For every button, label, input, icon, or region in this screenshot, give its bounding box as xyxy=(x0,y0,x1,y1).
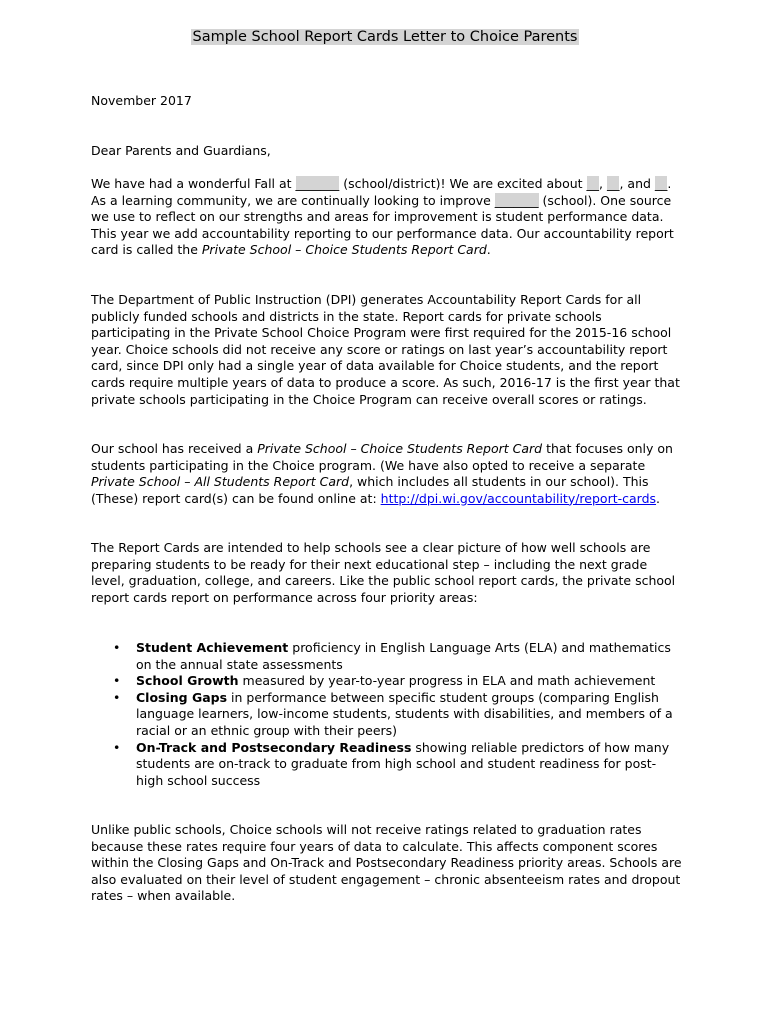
priority-area-description: in performance between specific student groups (comparing English language learners, low-income students, students with disabilities, and members of a racial or an ethnic group with their peers) xyxy=(136,689,673,738)
blank-excited-item-2: __ xyxy=(606,176,620,191)
salutation: Dear Parents and Guardians, xyxy=(91,143,271,158)
school-text-4: . xyxy=(656,490,661,506)
intro-text-4: , and xyxy=(619,176,655,191)
priority-area-name: On-Track and Postsecondary Readiness xyxy=(136,739,412,755)
list-item xyxy=(91,740,683,790)
blank-school-improve: _______ xyxy=(494,192,539,208)
blank-excited-item-1: __ xyxy=(586,176,600,191)
school-text-2: that focuses only on students participating in the Choice program. (We have also opted to receive a separate xyxy=(91,441,673,473)
paragraph-report-cards: The Report Cards are intended to help schools see a clear picture of how well schools are preparing students to be ready for their next educational step – including the next grade level, graduation, college, and careers. Like the public school report cards, the private school report cards report on performance across four priority areas: xyxy=(91,540,676,605)
blank-excited-item-3: __ xyxy=(654,176,668,191)
title-row xyxy=(0,28,770,47)
priority-area-name: Closing Gaps xyxy=(136,689,228,705)
report-card-name: Private School – Choice Students Report Card xyxy=(201,242,487,258)
list-item xyxy=(91,673,683,690)
school-text-3: , which includes all students in our school). This (These) report card(s) can be found online at: xyxy=(91,474,649,506)
report-cards-link[interactable]: http://dpi.wi.gov/accountability/report-cards xyxy=(380,490,657,506)
intro-text-6: (school). One source we use to reflect on our strengths and areas for improvement is student performance data. This year we add accountability reporting to our performance data. Our accountability report card is called the xyxy=(91,192,674,258)
paragraph-dpi: The Department of Public Instruction (DPI) generates Accountability Report Cards for all publicly funded schools and districts in the state. Report cards for private schools participating in the Private School Choice Program were first required for the 2015-16 school year. Choice schools did not receive any score or ratings on last year’s accountability report card, since DPI only had a single year of data available for Choice students, and the report cards require multiple years of data to produce a score. As such, 2016-17 is the first year that private schools participating in the Choice Program can receive overall scores or ratings. xyxy=(91,292,680,407)
intro-text-5: . As a learning community, we are continually looking to improve xyxy=(91,176,672,208)
priority-area-name: Student Achievement xyxy=(136,640,289,655)
bullet-icon: • xyxy=(113,640,121,655)
intro-text-2: (school/district)! We are excited about xyxy=(339,176,587,191)
intro-text-3: , xyxy=(599,176,603,191)
priority-area-description: measured by year-to-year progress in ELA and math achievement xyxy=(238,673,656,689)
paragraph-our-school xyxy=(91,441,683,507)
list-item xyxy=(91,640,683,673)
bullet-icon: • xyxy=(113,673,121,689)
priority-area-description: proficiency in English Language Arts (ELA) and mathematics on the annual state assessments xyxy=(136,640,671,672)
paragraph-graduation-rates: Unlike public schools, Choice schools will not receive ratings related to graduation rates because these rates require four years of data to calculate. This affects component scores within the Closing Gaps and On-Track and Postsecondary Readiness priority areas. Schools are also evaluated on their level of student engagement – chronic absenteeism rates and dropout rates – when available. xyxy=(91,822,682,904)
page-title: Sample School Report Cards Letter to Choice Parents xyxy=(192,29,578,45)
intro-text-7: . xyxy=(486,242,491,258)
letter-date: November 2017 xyxy=(91,93,192,108)
all-students-report-card-name: Private School – All Students Report Card xyxy=(91,474,350,490)
school-text-1: Our school has received a xyxy=(91,441,258,456)
intro-text-1: We have had a wonderful Fall at xyxy=(91,176,296,191)
priority-area-description: showing reliable predictors of how many students are on-track to graduate from high school and student readiness for post-high school success xyxy=(136,739,670,788)
priority-areas-list xyxy=(91,640,683,789)
list-item xyxy=(91,690,683,740)
bullet-icon: • xyxy=(113,689,121,705)
paragraph-intro xyxy=(91,176,683,259)
bullet-icon: • xyxy=(113,739,121,755)
priority-area-name: School Growth xyxy=(136,673,239,689)
blank-school-name: _______ xyxy=(295,176,340,191)
choice-report-card-name: Private School – Choice Students Report Card xyxy=(257,441,543,456)
